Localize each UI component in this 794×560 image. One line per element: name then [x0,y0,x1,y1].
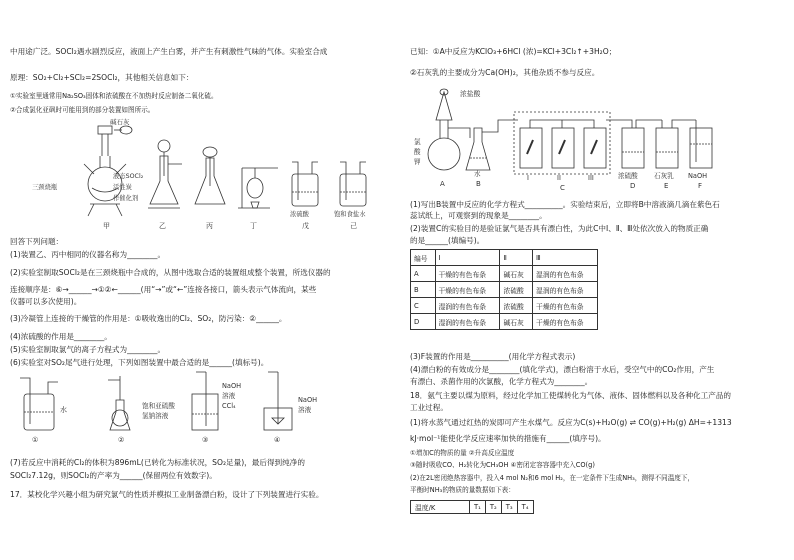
temperature-table [410,500,534,514]
apparatus-f [690,120,712,168]
label-conc-hcl: 浓盐酸 [460,90,481,98]
label-chlorine-1: 氯 [414,138,421,146]
option-2-apparatus [108,376,130,430]
table-cell: C [411,298,436,314]
table-cell: T₄ [517,501,533,514]
table-cell: 浓硫酸 [500,298,533,314]
q6-apparatus-figure [10,368,392,448]
apparatus-a [428,89,470,170]
caption-b: B [476,180,481,188]
caption-option-4: ④ [274,436,281,444]
question-r1: (1)写出B装置中反应的化学方程式__________。实验结束后，立即将B中溶液滴几滴在紫色石 [410,200,720,209]
label-solution-2: 溶液 [298,406,312,414]
known-1: 已知：①A中反应为KClO₃+6HCl (浓)=KCl+3Cl₂↑+3H₂O； [410,47,617,56]
question-18-2: (2)在2L密闭绝热容器中，投入4 mol N₂和6 mol H₂，在一定条件下生成NH₃，测得不同温度下， [410,474,695,482]
caption-jia: 甲 [103,222,110,230]
text-line: 中用途广泛。SOCl₂遇水剧烈反应，液面上产生白雾，并产生有刺激性气味的气体。实验室合成 [10,47,328,56]
label-soda-lime: 碱石灰 [110,118,130,126]
question-6: (6)实验室对SO₂尾气进行处理，下列如图装置中最合适的是______(填标号)。 [10,358,269,367]
table-cell: 干燥的有色布条 [435,282,500,298]
table-cell: A [411,266,436,282]
label-ii: II [557,174,561,182]
caption-d: D [630,182,636,190]
known-2: ②石灰乳的主要成分为Ca(OH)₂，其他杂质不参与反应。 [410,68,600,77]
apparatus-ji [340,162,366,206]
label-naoh: NaOH [688,172,708,180]
table-cell: 温度/K [411,501,470,514]
question-18-1: (1)将水蒸气通过红热的炭即可产生水煤气。反应为C(s)+H₂O(g) ⇌ CO(g)+H₂(g) ΔH=+1313 [410,418,732,427]
left-column [10,0,392,560]
apparatus-c-bottles [520,120,606,168]
question-18: 18．氨气主要以煤为原料，经过化学加工使煤转化为气体、液体、固体燃料以及各种化工产品的 [410,391,732,400]
label-chlorine-3: 钾 [414,158,421,166]
label-catalyst: 作催化剂 [113,195,139,202]
text-line: 回答下列问题： [10,237,64,246]
table-header-cell: Ⅰ [435,250,500,266]
label-lime-milk: 石灰乳 [654,172,674,180]
option-3-apparatus [192,372,218,430]
table-cell: 湿润的有色布条 [533,266,598,282]
caption-bing: 丙 [206,222,213,230]
question-7-cont: SOCl₂7.12g，则SOCl₂的产率为______(保留两位有效数字)。 [10,471,217,480]
table-row [411,314,598,330]
question-4: (4)浓硫酸的作用是________。 [10,332,112,341]
right-column [410,0,792,560]
label-water: 水 [60,406,67,414]
label-solution: 溶液 [222,392,236,400]
table-cell: 浓硫酸 [500,282,533,298]
table-cell: B [411,282,436,298]
question-2-cont: 仪器可以多次使用)。 [10,297,82,306]
apparatus-bing [195,147,225,204]
table-cell: 湿润的有色布条 [435,298,500,314]
question-2-cont: 连接顺序是：⑥→______→①②←______(用“→”或“←”连接各接口，箭头表示气体流向，某些 [10,285,317,294]
question-18-2-cont: 平衡时NH₃的物质的量数据如下表： [410,486,515,494]
question-5: (5)实验室制取氯气的离子方程式为________。 [10,345,166,354]
caption-ji: 己 [350,222,357,230]
table-cell: 干燥的有色布条 [435,266,500,282]
caption-option-2: ② [118,436,125,444]
question-r3: (3)F装置的作用是__________(用化学方程式表示) [410,352,576,361]
option-line: ③随时吸收CO、H₂转化为CH₃OH ④密闭定容容器中充入CO(g) [410,461,595,469]
caption-yi: 乙 [159,222,166,230]
table-header-row [411,250,598,266]
caption-option-1: ① [32,436,39,444]
table-cell: 碱石灰 [500,314,533,330]
table-row [411,282,598,298]
label-ccl4: CCl₄ [222,402,236,410]
table-cell: T₃ [501,501,517,514]
label-activated-carbon: 活性炭 [113,184,132,191]
table-header-cell: Ⅲ [533,250,598,266]
table-cell: 碱石灰 [500,266,533,282]
options-table [410,249,598,330]
question-r4: (4)漂白粉的有效成分是________(填化学式)，漂白粉溶于水后，受空气中的CO₂作用，产生 [410,365,715,374]
question-r2-cont: 的是______(填编号)。 [410,236,485,245]
text-line: ①实验室里通常用Na₂SO₃固体和浓硫酸在不加热时反应制备二氧化硫。 [10,92,218,100]
label-saturated-brine: 饱和食盐水 [334,211,366,218]
label-water: 水 [474,170,481,178]
caption-c: C [560,184,565,192]
table-row [411,501,534,514]
table-cell: 干燥的有色布条 [533,298,598,314]
question-18-cont: 工业过程。 [410,403,448,412]
label-naoh: NaOH [222,382,242,390]
question-r4-cont: 有漂白、杀菌作用的次氯酸，化学方程式为________。 [410,377,593,386]
apparatus-wu [292,162,318,206]
table-cell: 湿润的有色布条 [435,314,500,330]
label-sodium-bisulfite: 饱和亚硫酸 [142,402,175,410]
table-cell: 湿润的有色布条 [533,282,598,298]
label-conc-sulfuric: 浓硫酸 [618,172,638,180]
label-sodium-bisulfite-2: 氢钠溶液 [142,412,169,420]
table-cell: 干燥的有色布条 [533,314,598,330]
question-1: (1)装置乙、丙中相同的仪器名称为________。 [10,250,166,259]
option-line: ①增加C的物质的量 ②升高反应温度 [410,449,515,457]
apparatus-yi [148,140,182,208]
text-line: 原理：SO₂+Cl₂+SCl₂=2SOCl₂，其他相关信息如下： [10,73,194,82]
question-18-1-cont: kJ·mol⁻¹能使化学反应速率加快的措施有______(填序号)。 [410,434,606,443]
caption-e: E [664,182,669,190]
caption-ding: 丁 [250,222,257,230]
label-i: I [527,174,529,182]
caption-option-3: ③ [202,436,209,444]
label-conc-sulfuric-acid: 浓硫酸 [290,211,309,218]
question-3: (3)冷凝管上连接的干燥管的作用是：①吸收逸出的Cl₂、SO₂，防污染：②______。 [10,314,287,323]
table-header-cell: 编号 [411,250,436,266]
table-row [411,298,598,314]
option-1-apparatus [20,378,58,430]
label-chlorine-2: 酸 [414,148,421,156]
apparatus-d [606,120,662,168]
question-17: 17．某校化学兴趣小组为研究氯气的性质并模拟工业制备漂白粉，设计了下列装置进行实验。 [10,490,324,499]
apparatus-figure-a-to-f [410,82,792,194]
label-naoh-2: NaOH [298,396,318,404]
question-r1-cont: 蕊试纸上，可观察到的现象是________。 [410,211,547,220]
question-7: (7)若反应中消耗的Cl₂的体积为896mL(已转化为标准状况，SO₂足量)，最后得到纯净的 [10,458,305,467]
caption-wu: 戊 [302,222,309,230]
label-three-neck-flask: 三颈烧瓶 [32,184,58,191]
table-header-cell: Ⅱ [500,250,533,266]
table-cell: D [411,314,436,330]
question-r2: (2)装置C的实验目的是验证氯气是否具有漂白性，为此C中Ⅰ、Ⅱ、Ⅲ处依次放入的物质正确 [410,224,709,233]
table-row [411,266,598,282]
text-line: ②合成氯化亚砜时可能用到的部分装置如图所示。 [10,106,155,114]
caption-a: A [440,180,445,188]
label-liquid-socl2: 液态SOCl₂ [113,173,144,180]
apparatus-figure-jia-to-ji [10,116,392,232]
table-cell: T₁ [470,501,486,514]
question-2: (2)实验室制取SOCl₂是在三颈烧瓶中合成的，从图中选取合适的装置组成整个装置，所选仪器的 [10,268,331,277]
apparatus-b [466,120,518,170]
apparatus-jia [84,126,132,216]
table-cell: T₂ [485,501,501,514]
caption-f: F [698,182,703,190]
apparatus-ding [238,168,278,208]
label-iii: III [588,174,594,182]
option-4-apparatus [264,372,292,430]
